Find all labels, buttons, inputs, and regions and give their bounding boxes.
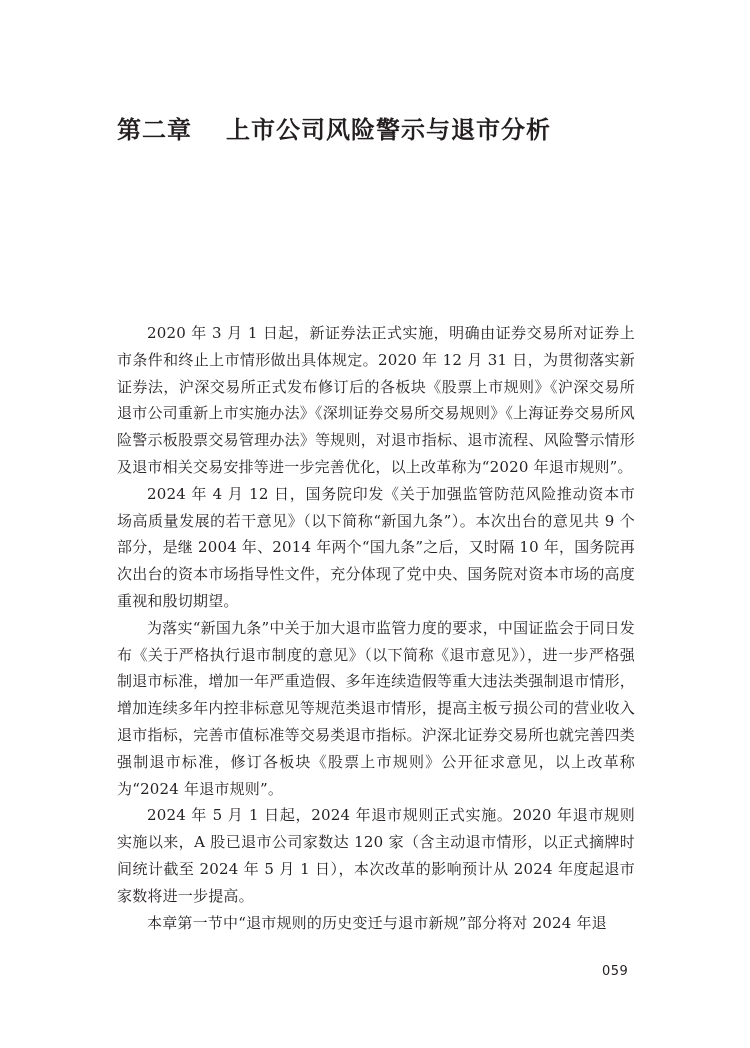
paragraph-2: 2024 年 4 月 12 日，国务院印发《关于加强监管防范风险推动资本市场高质量发展的若干意见》（以下简称“新国九条”）。本次出台的意见共 9 个部分，是继 2004 年、2014 年两个“国九条”之后，又时隔 10 年，国务院再次出台的资本市场指导性文件，充分体现了党中央、国务院对资本市场的高度重视和殷切期望。	[117, 484, 636, 610]
chapter-number: 第二章	[117, 115, 192, 144]
page-number: 059	[602, 964, 629, 979]
paragraph-5: 本章第一节中“退市规则的历史变迁与退市新规”部分将对 2024 年退	[147, 913, 607, 932]
body-text	[117, 320, 635, 936]
chapter-heading	[117, 112, 551, 148]
paragraph-1: 2020 年 3 月 1 日起，新证券法正式实施，明确由证券交易所对证券上市条件和终止上市情形做出具体规定。2020 年 12 月 31 日，为贯彻落实新证券法，沪深交易所正式发布修订后的各板块《股票上市规则》《沪深交易所退市公司重新上市实施办法》《深圳证券交易所交易规则》《上海证券交易所风险警示板股票交易管理办法》等规则，对退市指标、退市流程、风险警示情形及退市相关交易安排等进一步完善优化，以上改革称为“2020 年退市规则”。	[117, 324, 635, 476]
chapter-title: 上市公司风险警示与退市分析	[226, 115, 551, 144]
paragraph-4: 2024 年 5 月 1 日起，2024 年退市规则正式实施。2020 年退市规则实施以来，A 股已退市公司家数达 120 家（含主动退市情形，以正式摘牌时间统计截至 2024 年 5 月 1 日），本次改革的影响预计从 2024 年度起退市家数将进一步提高。	[117, 806, 635, 905]
paragraph-3: 为落实“新国九条”中关于加大退市监管力度的要求，中国证监会于同日发布《关于严格执行退市制度的意见》（以下简称《退市意见》），进一步严格强制退市标准，增加一年严重造假、多年连续造假等重大违法类强制退市情形，增加连续多年内控非标意见等规范类退市情形，提高主板亏损公司的营业收入退市指标，完善市值标准等交易类退市指标。沪深北证券交易所也就完善四类强制退市标准，修订各板块《股票上市规则》公开征求意见，以上改革称为“2024 年退市规则”。	[117, 618, 635, 798]
